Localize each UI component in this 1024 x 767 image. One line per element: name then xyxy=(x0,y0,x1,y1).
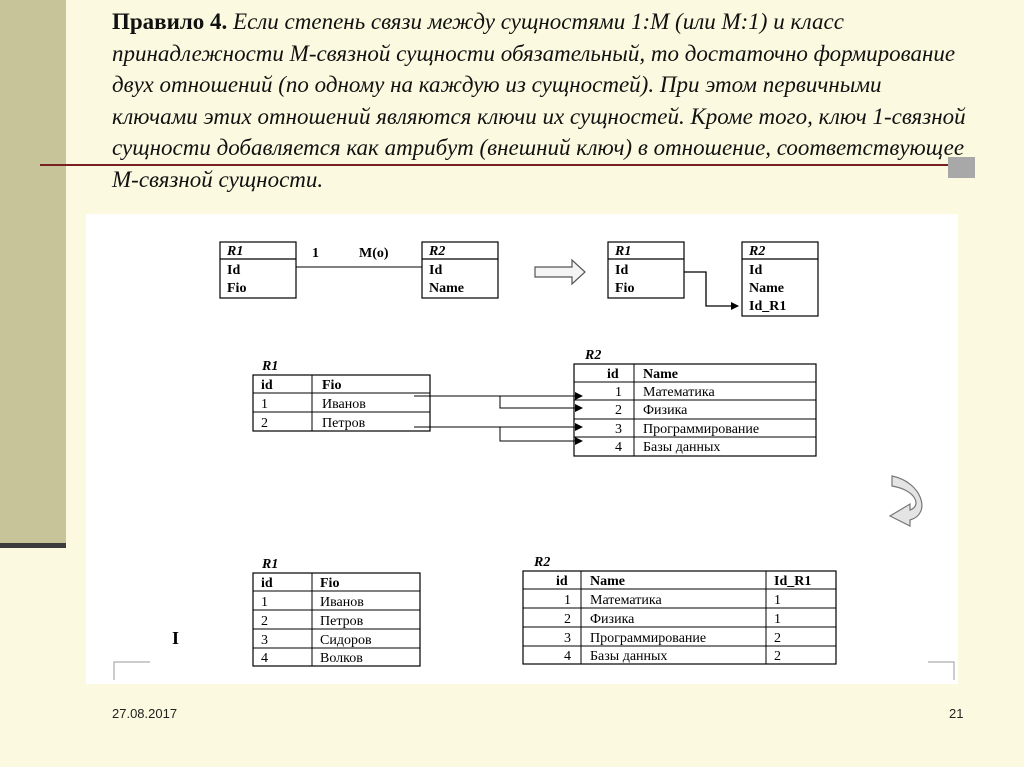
slide-side-bar xyxy=(0,0,66,545)
bottom-r1-cell: Волков xyxy=(320,651,363,666)
crop-mark xyxy=(928,662,954,680)
bottom-r2-cell: Математика xyxy=(590,593,662,608)
mid-r2-table xyxy=(574,364,816,456)
er-before-r2-attr: Name xyxy=(429,281,464,296)
curved-arrow-icon xyxy=(890,476,922,526)
diagram-panel xyxy=(86,214,958,684)
bottom-r2-cell: 2 xyxy=(774,649,781,664)
mid-r1-table xyxy=(253,375,430,431)
bottom-r1-cell: 3 xyxy=(261,633,268,648)
er-before-r1-attr: Fio xyxy=(227,281,247,296)
mapping-arrow xyxy=(500,396,582,408)
bottom-r1-name: R1 xyxy=(262,557,279,572)
er-after-r2-name: R2 xyxy=(749,244,766,259)
mid-r2-cell: 2 xyxy=(615,403,622,418)
mid-r2-cell: Математика xyxy=(643,385,715,400)
bottom-r2-cell: 1 xyxy=(774,593,781,608)
mid-r2-header: Name xyxy=(643,367,678,382)
bottom-r1-cell: 2 xyxy=(261,614,268,629)
bottom-r1-cell: Иванов xyxy=(320,595,364,610)
er-before-r1 xyxy=(220,242,296,298)
bottom-r2-cell: Базы данных xyxy=(590,649,668,664)
bottom-r1-cell: 4 xyxy=(261,651,268,666)
bottom-r2-cell: 4 xyxy=(564,649,571,664)
bottom-r2-name: R2 xyxy=(534,555,551,570)
slide-date: 27.08.2017 xyxy=(112,706,178,721)
transform-arrow-icon xyxy=(535,260,585,284)
bottom-r1-header: Fio xyxy=(320,576,340,591)
mid-r1-header: id xyxy=(261,378,273,393)
bottom-r2-cell: 2 xyxy=(774,631,781,646)
bottom-r2-cell: Программирование xyxy=(590,631,707,646)
rule-body: Если степень связи между сущностями 1:М (или М:1) и класс принадлежности М-связной сущности обязательный, то достаточно формирование двух отношений (по одному на каждую из сущностей). При этом первичными ключами этих отношений являются ключи их сущностей. Кроме того, ключ 1-связной сущности добавляется как атрибут (внешний ключ) в отношение, соответствующее М-связной сущности. xyxy=(112,9,966,192)
bottom-r2-table xyxy=(523,571,836,664)
er-before-r2-attr: Id xyxy=(429,263,443,278)
bottom-r1-cell: Сидоров xyxy=(320,633,372,648)
bottom-r2-cell: 2 xyxy=(564,612,571,627)
bottom-r2-cell: 1 xyxy=(564,593,571,608)
mid-r2-header: id xyxy=(607,367,619,382)
mid-r1-cell: 2 xyxy=(261,416,268,431)
bottom-r2-header: id xyxy=(556,574,568,589)
bottom-r1-table xyxy=(253,573,420,666)
mapping-arrow xyxy=(500,427,582,441)
mid-r1-cell: Петров xyxy=(322,416,366,431)
mid-r1-cell: 1 xyxy=(261,397,268,412)
mid-r1-name: R1 xyxy=(262,359,279,374)
bottom-r2-header: Id_R1 xyxy=(774,574,812,589)
side-bar-edge xyxy=(0,543,66,548)
bottom-r2-cell: 3 xyxy=(564,631,571,646)
bottom-r1-cell: Петров xyxy=(320,614,364,629)
bottom-r2-cell: 1 xyxy=(774,612,781,627)
er-card-left: 1 xyxy=(312,246,319,261)
er-after-r1-attr: Id xyxy=(615,263,629,278)
er-after-r2-attr: Id xyxy=(749,263,763,278)
mid-r1-header: Fio xyxy=(322,378,342,393)
mid-r2-cell: Программирование xyxy=(643,422,760,437)
mid-r2-cell: Базы данных xyxy=(643,440,721,455)
er-after-r1-name: R1 xyxy=(615,244,632,259)
mid-r2-cell: Физика xyxy=(643,403,688,418)
er-after-r1 xyxy=(608,242,684,298)
rule-heading: Правило 4 xyxy=(112,9,222,34)
bottom-r1-cell: 1 xyxy=(261,595,268,610)
foreign-key-arrow xyxy=(684,272,738,306)
er-after-r2 xyxy=(742,242,818,316)
slide-page-number: 21 xyxy=(949,706,964,721)
mid-r2-cell: 1 xyxy=(615,385,622,400)
er-before-r2-name: R2 xyxy=(429,244,446,259)
mid-r2-name: R2 xyxy=(585,348,602,363)
er-after-r2-attr: Name xyxy=(749,281,784,296)
rule-text: Правило 4. Если степень связи между сущностями 1:М (или М:1) и класс принадлежности М-связной сущности обязательный, то достаточно формирование двух отношений (по одному на каждую из сущностей). При этом первичными ключами этих отношений являются ключи их сущностей. Кроме того, ключ 1-связной сущности добавляется как атрибут (внешний ключ) в отношение, соответствующее М-связной сущности. xyxy=(112,9,966,192)
mid-r2-cell: 3 xyxy=(615,422,622,437)
crop-mark xyxy=(114,662,150,680)
er-after-r1-attr: Fio xyxy=(615,281,635,296)
diagram-svg xyxy=(86,214,958,684)
mid-r1-cell: Иванов xyxy=(322,397,366,412)
er-card-right: M(o) xyxy=(359,246,389,261)
bottom-r2-header: Name xyxy=(590,574,625,589)
er-after-r2-attr: Id_R1 xyxy=(749,299,787,314)
mid-r2-cell: 4 xyxy=(615,440,622,455)
er-before-r1-attr: Id xyxy=(227,263,241,278)
stray-mark: I xyxy=(172,628,180,648)
er-before-r2 xyxy=(422,242,498,298)
bottom-r2-cell: Физика xyxy=(590,612,635,627)
bottom-r1-header: id xyxy=(261,576,273,591)
er-before-r1-name: R1 xyxy=(227,244,244,259)
